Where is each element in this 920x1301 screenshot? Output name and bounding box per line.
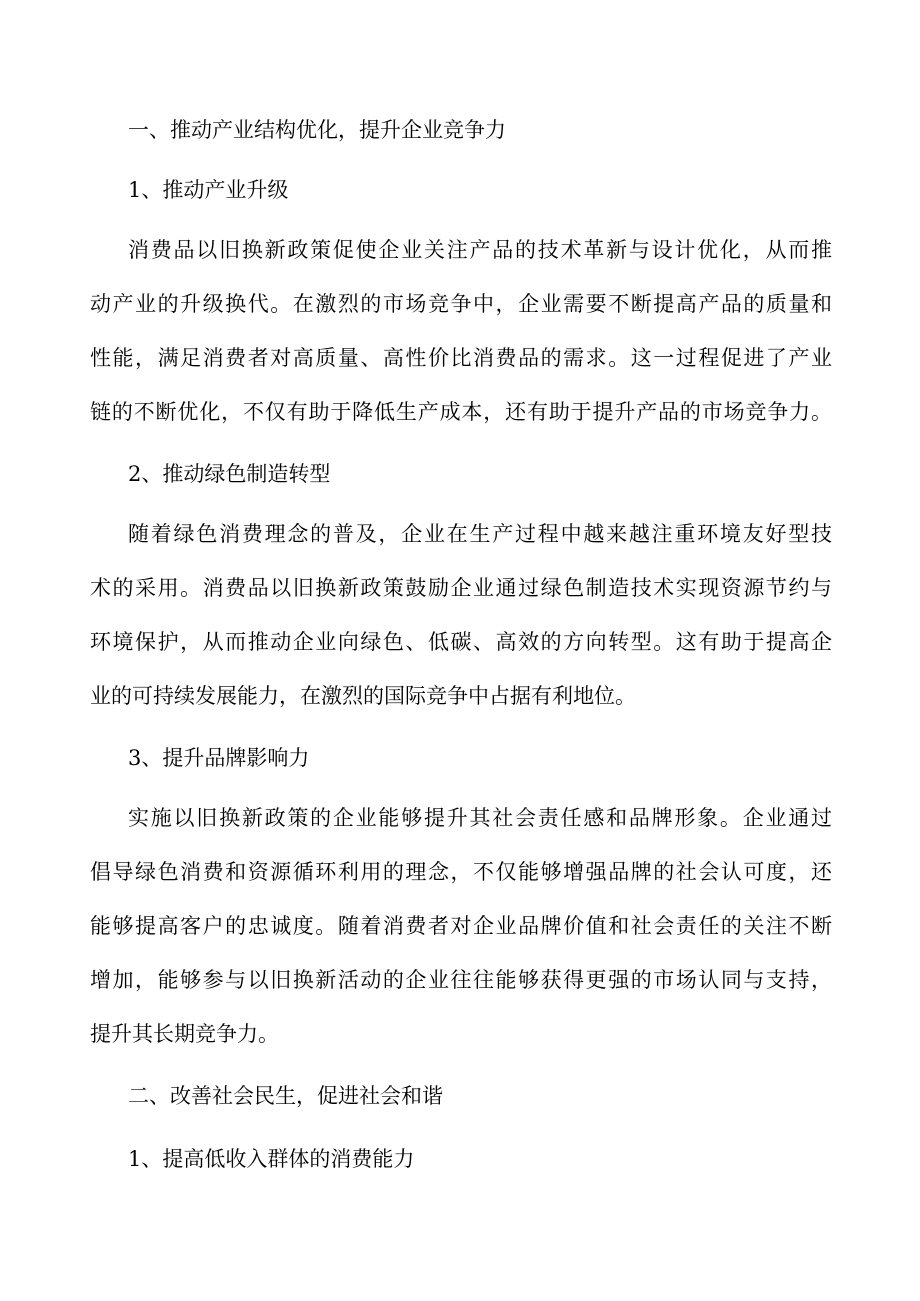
paragraph-line: 术的采用。消费品以旧换新政策鼓励企业通过绿色制造技术实现资源节约与 <box>90 576 832 600</box>
section-heading: 二、改善社会民生，促进社会和谐 <box>128 1084 443 1108</box>
paragraph-line: 实施以旧换新政策的企业能够提升其社会责任感和品牌形象。企业通过 <box>128 806 832 830</box>
paragraph-line: 倡导绿色消费和资源循环利用的理念，不仅能够增强品牌的社会认可度，还 <box>90 860 832 884</box>
paragraph <box>90 507 832 723</box>
paragraph-line: 环境保护，从而推动企业向绿色、低碳、高效的方向转型。这有助于提高企 <box>90 630 832 654</box>
paragraph-line: 性能，满足消费者对高质量、高性价比消费品的需求。这一过程促进了产业 <box>90 346 832 370</box>
subsection-heading: 1、提高低收入群体的消费能力 <box>128 1147 415 1171</box>
paragraph <box>90 223 832 439</box>
paragraph-line: 能够提高客户的忠诚度。随着消费者对企业品牌价值和社会责任的关注不断 <box>90 914 832 938</box>
subsection-heading: 1、推动产业升级 <box>128 178 289 202</box>
paragraph-line: 增加，能够参与以旧换新活动的企业往往能够获得更强的市场认同与支持， <box>90 968 832 992</box>
paragraph-line: 消费品以旧换新政策促使企业关注产品的技术革新与设计优化，从而推 <box>128 238 832 262</box>
subsection-heading: 2、推动绿色制造转型 <box>128 462 331 486</box>
section-heading: 一、推动产业结构优化，提升企业竞争力 <box>128 118 506 142</box>
subsection-heading: 3、提升品牌影响力 <box>128 746 310 770</box>
paragraph-line: 提升其长期竞争力。 <box>90 1022 279 1046</box>
paragraph-line: 业的可持续发展能力，在激烈的国际竞争中占据有利地位。 <box>90 684 636 708</box>
paragraph-line: 动产业的升级换代。在激烈的市场竞争中，企业需要不断提高产品的质量和 <box>90 292 832 316</box>
paragraph-line: 链的不断优化，不仅有助于降低生产成本，还有助于提升产品的市场竞争力。 <box>90 400 832 424</box>
paragraph-line: 随着绿色消费理念的普及，企业在生产过程中越来越注重环境友好型技 <box>128 522 832 546</box>
paragraph <box>90 791 832 1061</box>
